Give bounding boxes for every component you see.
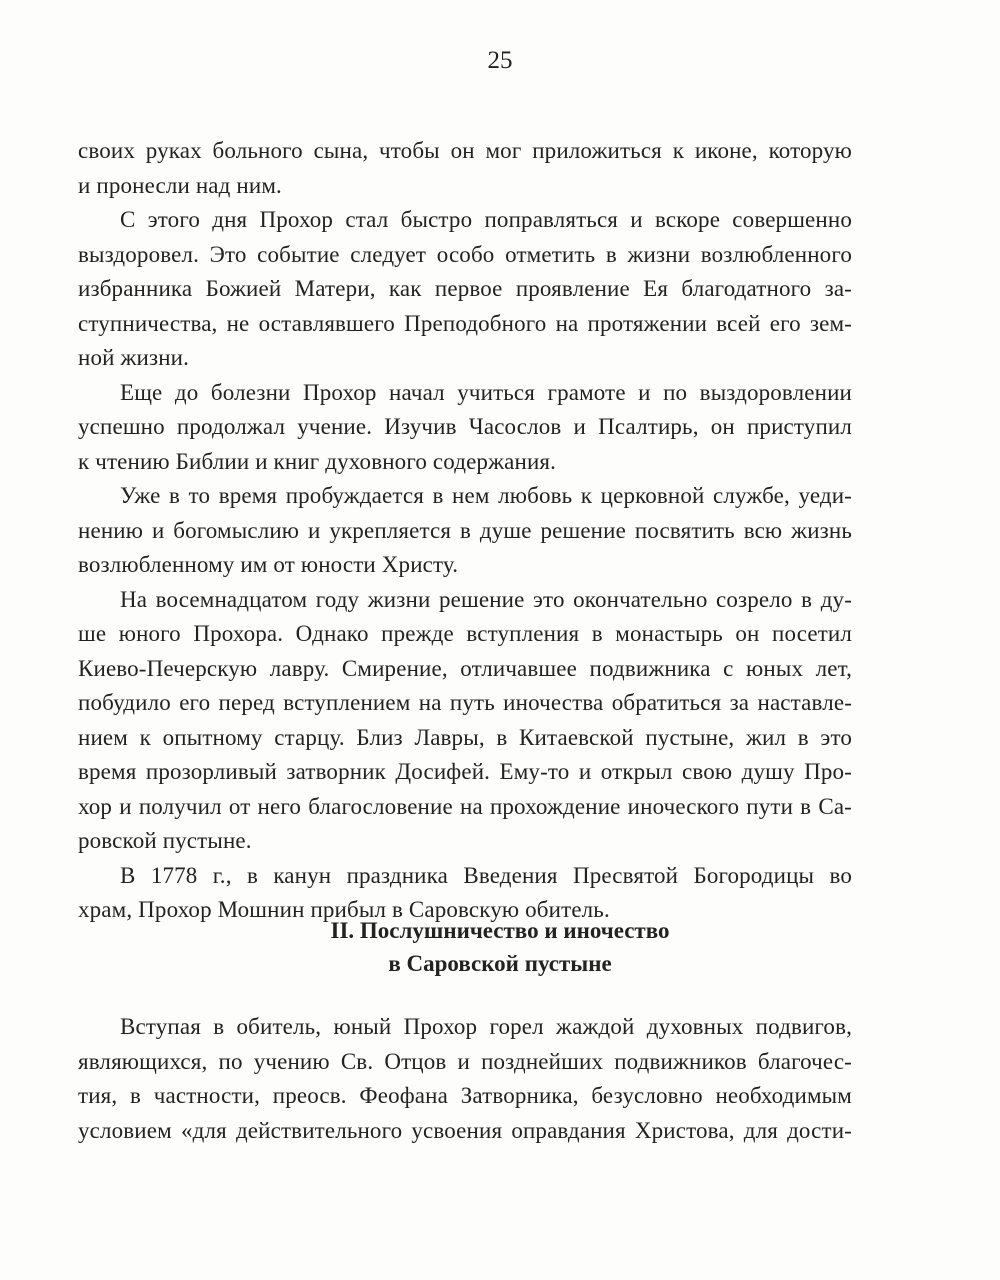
text-line: время прозорливый затворник Досифей. Ему-то и открыл свою душу Про- <box>78 759 852 784</box>
text-line: В 1778 г., в канун праздника Введения Пресвятой Богородицы во <box>120 862 852 888</box>
paragraph-4 <box>78 479 852 583</box>
text-line: Уже в то время пробуждается в нем любовь к церковной службе, уеди- <box>120 483 852 508</box>
text-line: хор и получил от него благословение на прохождение иноческого пути в Са- <box>78 793 852 819</box>
section-heading <box>0 914 1000 980</box>
text-line: возлюбленному им от юности Христу. <box>78 552 459 577</box>
text-line: избранника Божией Матери, как первое проявление Ея благодатного за- <box>78 276 852 301</box>
text-line: являющихся, по учению Св. Отцов и позднейших подвижников благочес- <box>78 1048 852 1074</box>
paragraph-1 <box>78 134 852 203</box>
text-line: своих руках больного сына, чтобы он мог приложиться к иконе, которую <box>78 138 852 163</box>
text-line: выздоровел. Это событие следует особо отметить в жизни возлюбленного <box>78 241 852 267</box>
text-line: На восемнадцатом году жизни решение это окончательно созрело в ду- <box>120 586 852 612</box>
text-line: тия, в частности, преосв. Феофана Затворника, безусловно необходимым <box>78 1083 852 1108</box>
paragraph-7 <box>78 1010 852 1148</box>
page-number: 25 <box>487 47 513 74</box>
paragraph-3 <box>78 376 852 480</box>
text-line: нием к опытному старцу. Близ Лавры, в Китаевской пустыне, жил в это <box>78 724 852 750</box>
text-line: условием «для действительного усвоения оправдания Христова, для дости- <box>78 1117 852 1143</box>
text-line: Киево-Печерскую лавру. Смирение, отличавшее подвижника с юных лет, <box>78 655 852 681</box>
text-line: ше юного Прохора. Однако прежде вступления в монастырь он посетил <box>78 621 852 646</box>
text-line: храм, Прохор Мошнин прибыл в Саровскую обитель. <box>78 897 610 922</box>
text-line: и пронесли над ним. <box>78 172 282 198</box>
text-line: ной жизни. <box>78 345 190 370</box>
paragraph-5 <box>78 583 852 859</box>
text-line: ступничества, не оставлявшего Преподобного на протяжении всей его зем- <box>78 310 852 336</box>
text-line: нению и богомыслию и укрепляется в душе решение посвятить всю жизнь <box>78 517 852 543</box>
text-line: ровской пустыне. <box>78 828 252 853</box>
text-line: побудило его перед вступлением на путь иночества обратиться за наставле- <box>78 690 852 715</box>
section-heading-line-2: в Саровской пустыне <box>388 951 612 976</box>
body-text-top <box>78 134 852 928</box>
text-line: к чтению Библии и книг духовного содержания. <box>78 448 557 474</box>
text-line: С этого дня Прохор стал быстро поправляться и вскоре совершенно <box>120 207 852 232</box>
paragraph-2 <box>78 203 852 376</box>
section-heading-line-1: II. Послушничество и иночество <box>330 918 670 943</box>
text-line: успешно продолжал учение. Изучив Часослов и Псалтирь, он приступил <box>78 414 852 439</box>
text-line: Еще до болезни Прохор начал учиться грамоте и по выздоровлении <box>120 379 852 405</box>
body-text-bottom <box>78 1010 852 1148</box>
text-line: Вступая в обитель, юный Прохор горел жаждой духовных подвигов, <box>120 1014 852 1039</box>
